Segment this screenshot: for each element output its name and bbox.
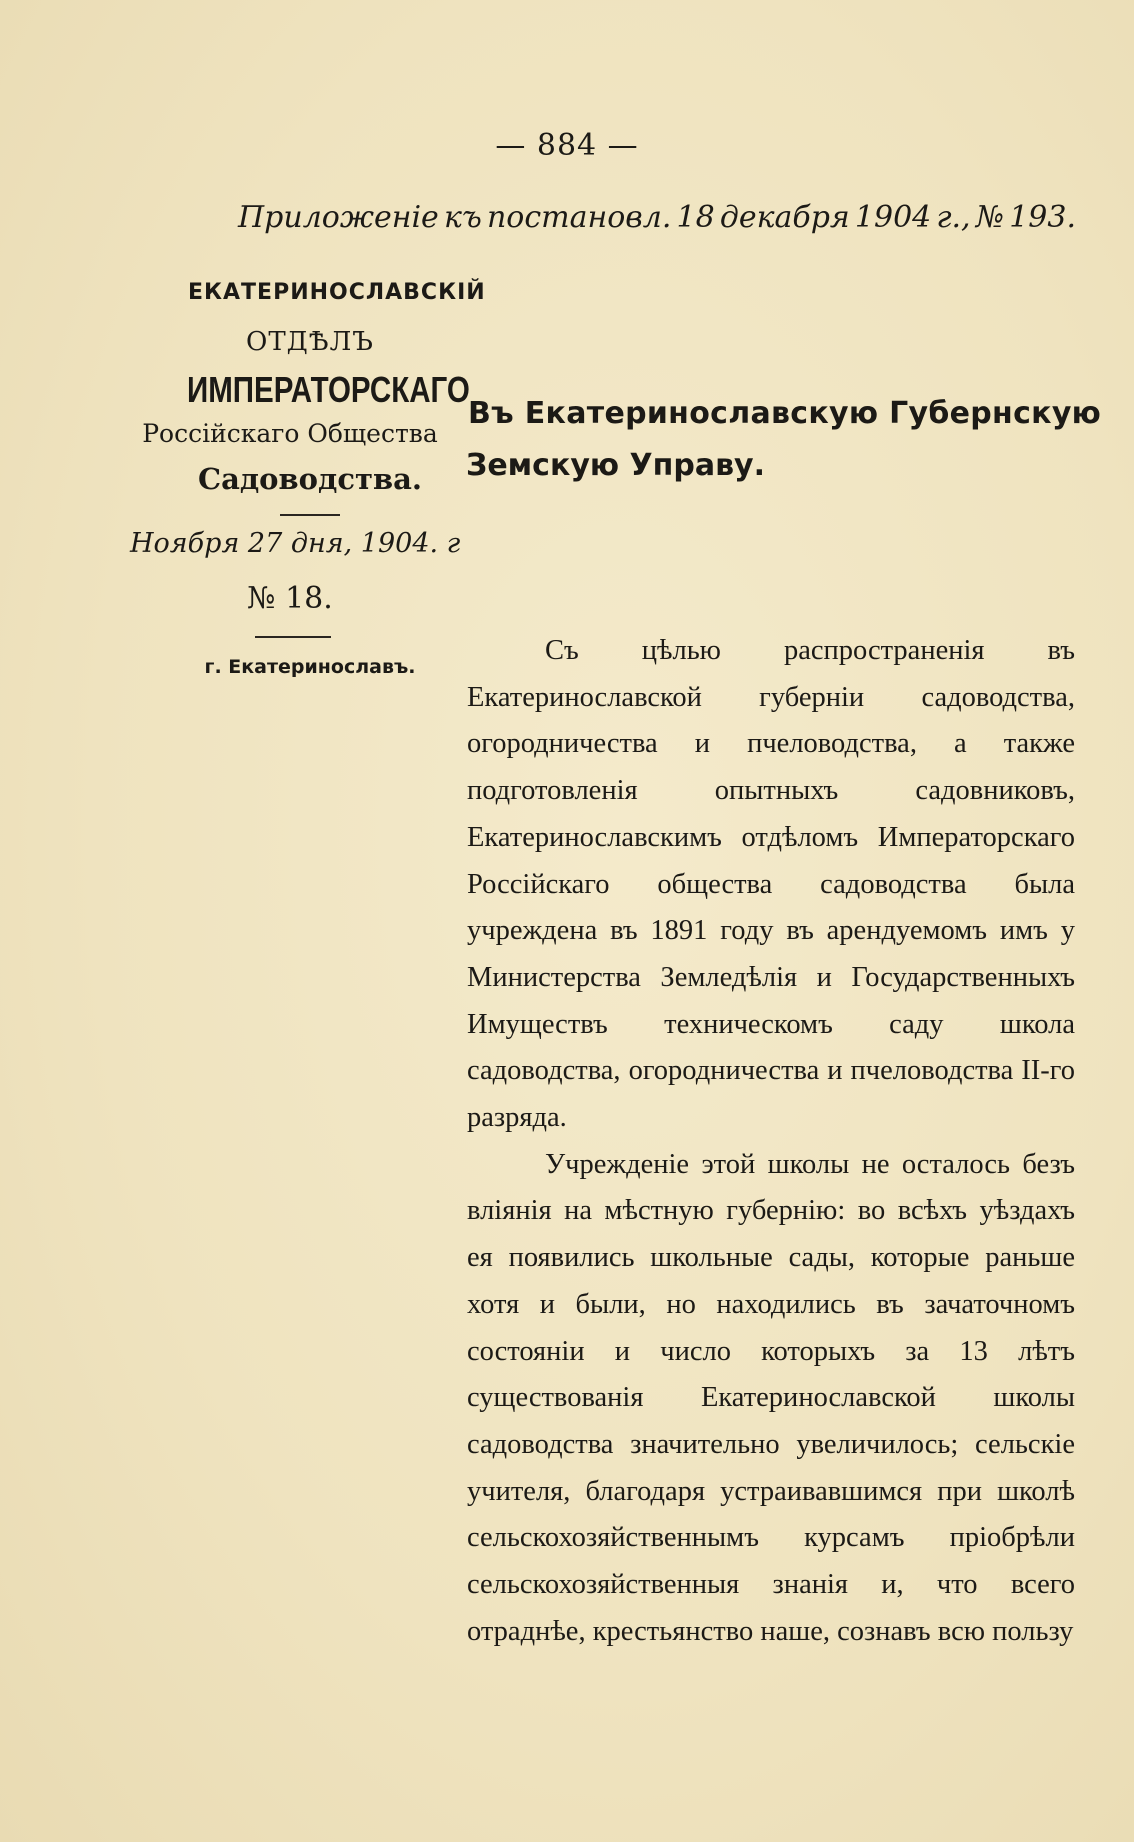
appendix-word: № (975, 200, 1005, 235)
page-number: — 884 — (495, 128, 639, 163)
appendix-word: постановл. (486, 200, 672, 235)
addressee-line-2: Земскую Управу. (466, 448, 766, 483)
addressee-line-1: Въ Екатеринославскую Губернскую (468, 396, 1102, 431)
appendix-word: декабря (719, 200, 850, 235)
sender-line-5: Садоводства. (197, 462, 423, 496)
letter-body (467, 628, 1075, 1655)
appendix-word: Приложеніе (238, 200, 439, 235)
appendix-word: 193. (1009, 200, 1076, 235)
body-paragraph: Учрежденіе этой школы не осталось безъ вліянія на мѣстную губернію: во всѣхъ уѣздахъ ея появились школьные сады, которые раньше хотя и были, но находились въ зачаточномъ состояніи и число которыхъ за 13 лѣтъ существованія Екатеринославской школы садоводства значительно увеличилось; сельскіе учителя, благодаря устраивавшимся при школѣ сельскохозяйственнымъ курсамъ пріобрѣли сельскохозяйственныя знанія и, что всего отраднѣе, крестьянство наше, сознавъ всю пользу (467, 1148, 1075, 1647)
letter-date: Ноября 27 дня, 1904. г (130, 528, 461, 559)
sender-line-2: ОТДѢЛЪ (246, 327, 374, 357)
sender-line-3: ИМПЕРАТОРСКАГО (187, 369, 470, 410)
appendix-word: 18 (676, 200, 715, 235)
appendix-reference (238, 200, 1076, 235)
appendix-word: къ (443, 200, 482, 235)
addressee-block (466, 388, 1102, 492)
body-paragraph: Съ цѣлью распространенія въ Екатеринославской губерніи садоводства, огородничества и пчеловодства, а также подготовленія опытныхъ садовниковъ, Екатеринославскимъ отдѣломъ Императорскаго Россійскаго общества садоводства была учреждена въ 1891 году въ арендуемомъ имъ у Министерства Земледѣлія и Государственныхъ Имуществъ техническомъ саду школа садоводства, огородничества и пчеловодства II-го разряда. (467, 635, 1075, 1134)
sender-block (130, 280, 486, 678)
sender-line-1: ЕКАТЕРИНОСЛАВСКІЙ (188, 280, 486, 305)
divider (255, 636, 331, 638)
letter-city: г. Екатеринославъ. (204, 656, 416, 678)
appendix-word: г., (936, 200, 971, 235)
appendix-word: 1904 (854, 200, 932, 235)
divider (280, 514, 340, 516)
letter-number: № 18. (247, 581, 333, 616)
sender-line-4: Россійскаго Общества (142, 419, 438, 448)
